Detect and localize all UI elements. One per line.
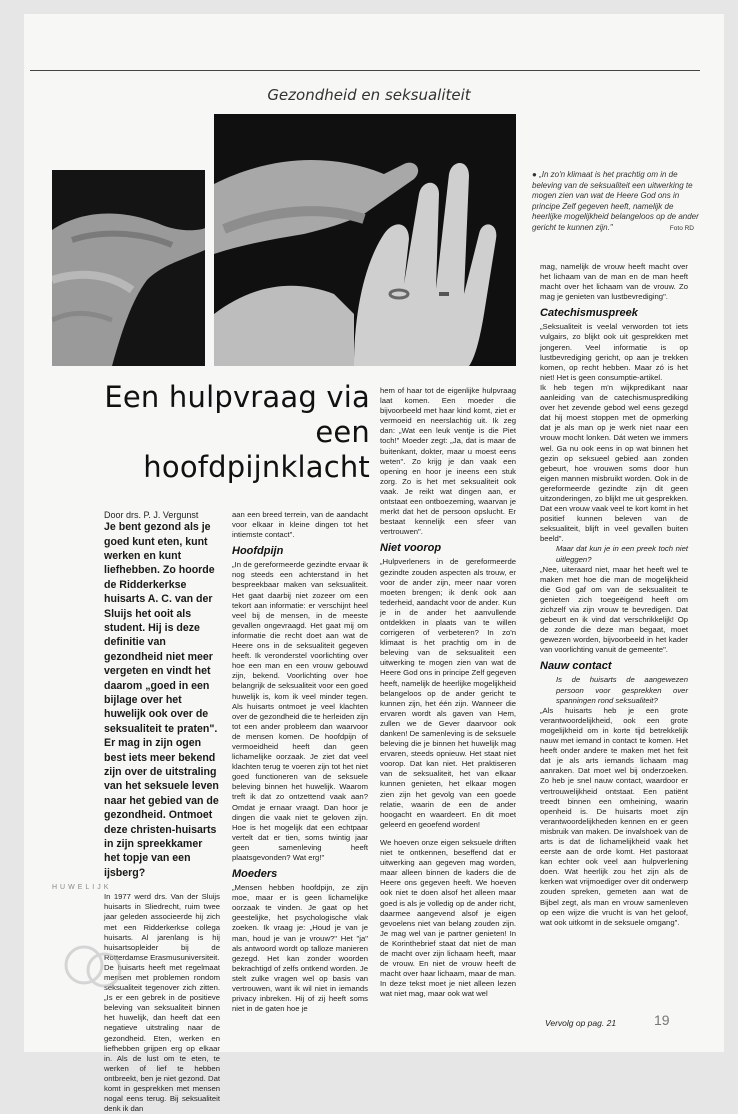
subheading-catechismuspreek: Catechismuspreek [540,307,638,320]
bullet-icon: ● [532,170,537,179]
paragraph: We hoeven onze eigen seksuele driften niet te ontkennen, beseffend dat er uitwerking aan gegeven mag worden, maar alleen binnen de kaders die de Heere ons gegeven heeft. We hoeven ook niet te doen alsof het alleen maar goed is als je volledig op de ander richt, daarmee aangevend alsof je eigen gevoelens niet van belang zouden zijn. Je mag wel van je partner genieten! In de Korinthebrief staat dat niet de man de macht over zijn lichaam heeft, maar de vrouw. En niet de vrouw heeft de macht over haar lichaam, maar de man. In deze tekst moet je niet alleen lezen wat niet mag, maar ook wat wel [380,837,516,999]
paragraph: „Seksualiteit is veelal verworden tot iets vulgairs, zo blijkt ook uit gesprekken met jongeren. Veel informatie is op lustbevrediging gericht, op aan je trekken komen, op recht hebben. Maar zó is het niet! Het is geen consumptie-artikel. [540,322,688,382]
continued-note: Vervolg op pag. 21 [545,1018,617,1028]
section-title: Gezondheid en seksualiteit [267,86,471,104]
page-number: 19 [654,1012,670,1028]
headline-line-1: Een hulpvraag via [104,380,370,414]
byline: Door drs. P. J. Vergunst [104,510,199,520]
intro-paragraph: Je bent gezond als je goed kunt eten, kunt werken en kunt liefhebben. Zo hoorde de Ridderkerkse huisarts A. C. van der Sluijs het ooit als student. Hij is deze definitie van gezondheid niet meer vergeten en vindt het daarom „goed in een bijlage over het huwelijk ook over de seksualiteit te praten". Er mag in zijn ogen best iets meer bekend zijn over de uitstraling van het seksuele leven naar het gebied van de gezondheid. Ontmoet deze christen-huisarts in zijn spreekkamer het topje van een ijsberg? [104,521,219,879]
paragraph: mag, namelijk de vrouw heeft macht over het lichaam van de man en de man heeft macht over het lichaam van de vrouw. Zo mag je genieten van lustbevrediging". [540,262,688,302]
subheading-moeders: Moeders [232,868,278,881]
watermark-label: HUWELIJK [52,884,112,891]
paragraph: „Hulpverleners in de gereformeerde gezindte zouden aspecten als trouw, er voor de ander zijn, meer naar voren moeten brengen; ik denk ook aan tederheid, aandacht voor de ander. Kun je in de ander het aanvullende ontdekken in plaats van te willen corrigeren of verbeteren? In zo'n klimaat is het prachtig om in de beleving van de seksualiteit een uitwerking te mogen zien van wat de Heere God ons in principe Zelf gegeven heeft, namelijk de heerlijke mogelijkheid belangeloos op de ander gericht te kunnen zijn, het één zijn. Wanneer die ervaren wordt als gaven van Hem, zullen we de Gever daarvoor ook danken! De samenleving is de seksuele beleving die je binnen het huwelijk mag ervaren, steeds opnieuw. Het staat niet voorop. Dat kan niet. Het praktiseren van de seksualiteit, het van elkaar kunnen genieten, het elkaar mogen zien zijn het gevolg van een goede relatie, waarin de een de ander hoogacht en waardeert. En dit moet geleerd en geoefend worden! [380,557,516,829]
headline [100,380,370,485]
photo-hand-left [52,170,205,366]
photo-credit: Foto RD [669,224,694,232]
interview-question: Maar dat kun je in een preek toch niet uitleggen? [556,544,688,564]
subheading-nauw-contact: Nauw contact [540,660,612,673]
paragraph: hem of haar tot de eigenlijke hulpvraag laat komen. Een moeder die bijvoorbeeld met haar kind komt, ziet er vermoeid en neerslachtig uit. Ik zeg dan: „Wat een leuk ventje is die Piet toch!" Moeder zegt: „Ja, dat is maar de buitenkant, dokter, maar u moest eens weten". Zo krijg je dan vaak een opening en hoor je ineens een stuk zorg. Zo is het met seksualiteit ook vaak. Je reikt wat dingen aan, er ontstaat een ontboezeming, waarvan je merkt dat het de persoon opslucht. Er bestaat kennelijk een sfeer van vertrouwen". [380,386,516,537]
photo-caption [532,170,702,234]
subheading-hoofdpijn: Hoofdpijn [232,545,284,558]
column-2 [232,510,368,1014]
subheading-niet-voorop: Niet voorop [380,542,442,555]
paragraph: Ik heb tegen m'n wijkpredikant naar aanleiding van de catechismusprediking over het zevende gebod wel eens gezegd dat hij moest stoppen met de opmerking dat je als man op je werk niet naar een vrouw mocht lonken. Dát weten we immers wel. Ga nu ook eens in op wat binnen het gezin op seksueel gebied aan zonden gebeurt, hoe vrouwen soms door hun eigen mannen misbruikt worden. Ook in de gereformeerde gezindte zijn dit geen uitzonderingen, zo blijkt me uit gesprekken. Dat een vrouw vaak veel te kort komt in het positief kunnen beleven van de seksualiteit, blijft in veel gevallen buiten beeld". [540,382,688,544]
interview-question: Is de huisarts de aangewezen persoon voor gesprekken over spanningen rond seksualiteit? [556,675,688,705]
column-1 [104,510,220,1114]
wedding-rings-watermark [49,880,139,1002]
headline-line-2: een hoofdpijnklacht [143,415,370,484]
paragraph: „In de gereformeerde gezindte ervaar ik nog steeds een achterstand in het bespreekbaar maken van seksualiteit. Het gaat daarbij niet zozeer om een tekort aan informatie: er verschijnt heel veel bij de mensen, in de meeste gevallen ongevraagd. Het gaat mij om informatie die recht doet aan wat de Heere ons in de seksualiteit gegeven heeft. Ik veronderstel voorlichting over hoe een man en een vrouw gebouwd zijn, bekend. Voorlichting over hoe belangrijk de seksualiteit voor een goed huwelijk is, kom ik veel minder tegen. Als huisarts ontmoet je veel klachten over de gezondheid die te herleiden zijn tot een ander probleem dan waarvoor de mensen komen. De hoofdpijn of vermoeidheid heeft dan geen lichamelijke oorzaak. Je ziet dat veel klachten terug te voeren zijn tot het niet goed functioneren van de seksuele beleving binnen het huwelijk. Waarom treft ik dat zo ontzettend vaak aan? Omdat je ernaar vraagt. Dan hoor je dingen die vaak niet te geloven zijn. Hoe is het mogelijk dat een echtpaar vertelt dat er tien, soms twintig jaar geen samenleving heeft plaatsgevonden? Wat erg!" [232,560,368,862]
photo-hands-rings [214,114,516,366]
column-3 [380,386,516,999]
paragraph: aan een breed terrein, van de aandacht voor elkaar in kleine dingen tot het intiemste contact". [232,510,368,540]
paragraph: „Als huisarts heb je een grote verantwoordelijkheid, ook een grote mogelijkheid om in korte tijd betrekkelijk nauw met iemand in contact te komen. Het heeft onder andere te maken met het feit dat je als arts iemands lichaam mag aanraken. Dat moet wel bij onderzoeken. Zo heb je snel nauw contact, waardoor er vertrouwelijkheid ontstaat. Een patiënt treedt binnen een omheining, waarin openheid is. De huisarts moet zijn verantwoordelijkheden kennen en er geen misbruik van maken. De invalshoek van de arts is dat de lichamelijkheid vaak het eerste aan de orde komt. Het pastoraat kan echter ook veel aan hulpverlening doen. Wat heerlijk zou het zijn als de kerken wat vrijmoediger over dit onderwerp zouden spreken, gemeten aan wat de Bijbel zegt, als man en vrouw samenleven op een wijze die vrucht is van het geloof, wat ook uitkomt in de seksuele omgang". [540,705,688,927]
paragraph: „Mensen hebben hoofdpijn, ze zijn moe, maar er is geen lichamelijke oorzaak te vinden. Je gaat op het geestelijke, het psychologische vlak zoeken. Ik vraag je: „Houd je van je man, houd je van je vrouw?" Het "ja" als antwoord wordt op talloze manieren gezegd. Het kan zonder woorden bekrachtigd of zelfs ontkend worden. Je stelt zulke vragen wel op basis van vertrouwen, want ik wil niet in iemands privacy inbreken. Hij of zij heeft soms niet in de gaten hoe je [232,883,368,1014]
caption-text: „In zo'n klimaat is het prachtig om in de beleving van de seksualiteit een uitwerking te mogen zien van wat de Heere God ons in principe Zelf gegeven heeft, namelijk de heerlijke mogelijkheid belangeloos op de ander gericht te kunnen zijn." [532,170,699,232]
paragraph: De huisarts heeft met regelmaat mensen met problemen rondom seksualiteit tegenover zich zitten. „Is er een gebrek in de positieve beleving van seksualiteit binnen het huwelijk, dan heeft dat een negatieve uitstraling naar de gezondheid. Eten, werken en liefhebben grijpen erg op elkaar in. Als de lust om te eten, te werken of lief te hebben ontbreekt, ben je niet gezond. Dat komt in gesprekken met mensen nogal eens terug. Bij seksualiteit denk ik dan [104,962,220,1114]
paragraph: „Nee, uiteraard niet, maar het heeft wel te maken met hoe die man de mogelijkheid die God gaf om van de seksualiteit te genieten zich toegeëigend heeft om zichzelf via zijn vrouw te bevredigen. Dat gebeurt en ik vind dat verschrikkelijk! Op de zonde die deze man begaat, moet gewezen worden, bijvoorbeeld in het kader van voorlichting vanuit de gemeente". [540,564,688,655]
paragraph: In 1977 werd drs. Van der Sluijs huisarts in Sliedrecht, ruim twee jaar geleden associeerde hij zich met een Ridderkerkse collega huisarts. Al jarenlang is hij huisartsopleider bij de Rotterdamse Erasmusuniversiteit. [104,892,220,962]
top-rule [30,70,700,71]
column-4 [540,262,688,928]
